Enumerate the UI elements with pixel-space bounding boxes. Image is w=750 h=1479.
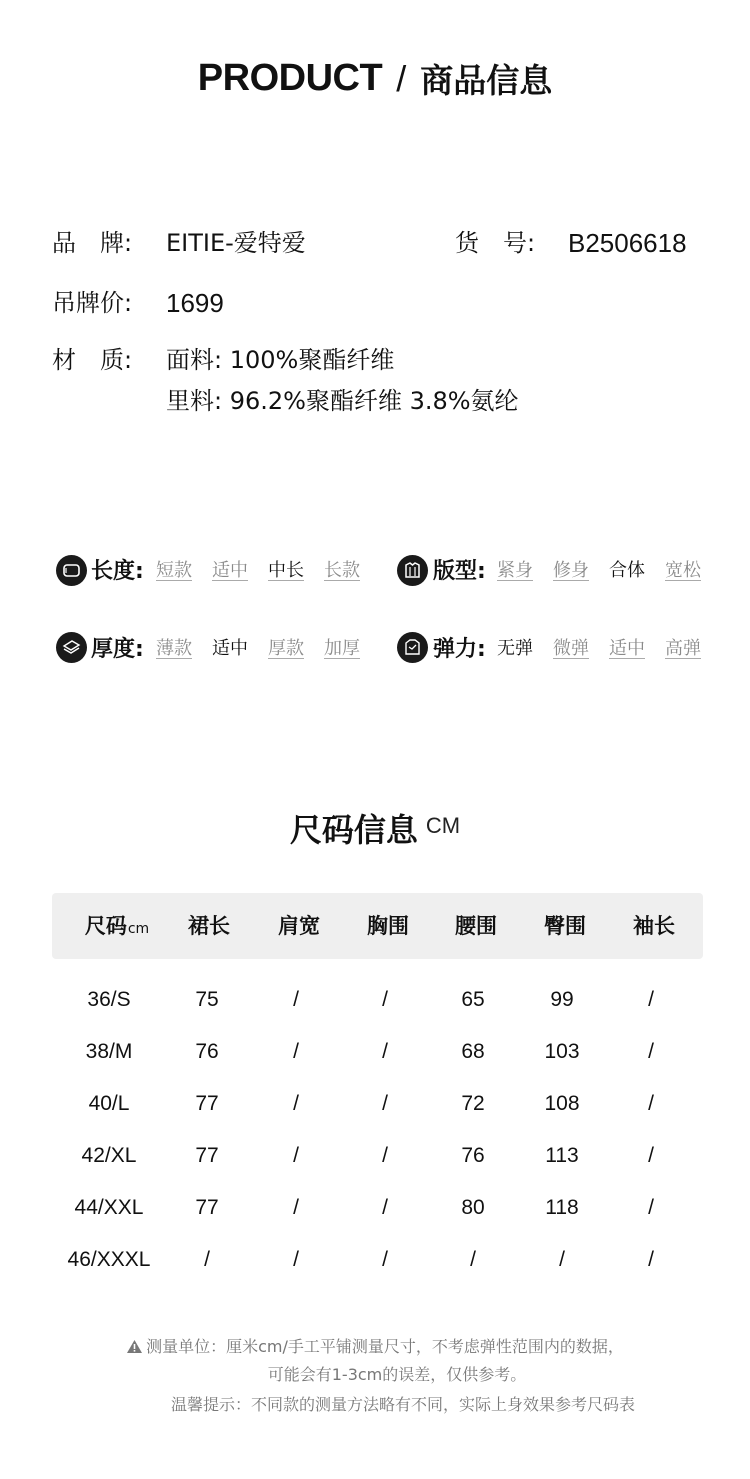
sku-value: B2506618 <box>568 228 687 258</box>
thickness-option-thin: 薄款 <box>156 638 192 659</box>
header-english-title: PRODUCT <box>197 57 383 99</box>
note-measurement <box>0 1336 750 1360</box>
header-cell-hip: 臀围 <box>544 914 586 938</box>
table-cell: / <box>382 1092 388 1115</box>
size-label-cell: 38/M <box>85 1040 133 1063</box>
table-cell: / <box>559 1248 565 1271</box>
length-option-midlong: 中长 <box>268 560 304 581</box>
table-cell: 68 <box>461 1040 485 1063</box>
table-cell: / <box>648 988 654 1011</box>
table-cell: / <box>382 1196 388 1219</box>
fit-option-tight: 紧身 <box>497 560 533 581</box>
table-cell: 65 <box>461 988 485 1011</box>
note-tip: 温馨提示：不同款的测量方法略有不同，实际上身效果参考尺码表 <box>170 1395 635 1414</box>
note-line2: 可能会有1-3cm的误差，仅供参考。 <box>267 1365 527 1384</box>
table-cell: / <box>470 1248 476 1271</box>
thickness-label: 厚度: <box>91 637 144 662</box>
elasticity-icon <box>397 632 428 663</box>
header-separator: / <box>396 57 407 99</box>
table-cell: 113 <box>545 1144 579 1167</box>
thickness-option-medium: 适中 <box>212 638 248 659</box>
size-label-cell: 36/S <box>87 988 131 1011</box>
table-cell: / <box>382 988 388 1011</box>
length-label: 长度: <box>91 559 144 584</box>
table-cell: 99 <box>550 988 574 1011</box>
table-cell: 76 <box>195 1040 219 1063</box>
length-option-medium: 适中 <box>212 560 248 581</box>
size-label-cell: 46/XXXL <box>67 1248 151 1271</box>
thickness-options <box>156 637 360 661</box>
fit-label: 版型: <box>433 559 486 584</box>
garment-length-icon <box>56 555 87 586</box>
table-cell: / <box>648 1248 654 1271</box>
table-cell: / <box>293 1248 299 1271</box>
table-cell: / <box>382 1144 388 1167</box>
warning-icon <box>126 1338 143 1360</box>
elasticity-option-medium: 适中 <box>609 638 645 659</box>
table-cell: 75 <box>195 988 219 1011</box>
size-section-title <box>0 805 750 851</box>
size-label-cell: 44/XXL <box>74 1196 144 1219</box>
fit-option-slim: 修身 <box>553 560 589 581</box>
material-lining: 里料: 96.2%聚酯纤维 3.8%氨纶 <box>166 387 519 415</box>
size-table-body <box>0 985 750 1285</box>
table-cell: 72 <box>461 1092 485 1115</box>
size-title-unit: CM <box>425 813 461 838</box>
size-title-text: 尺码信息 <box>289 811 418 849</box>
brand-label: 品 牌: <box>52 229 133 257</box>
price-value: 1699 <box>166 288 224 318</box>
elasticity-option-slight: 微弹 <box>553 638 589 659</box>
header-cell-skirt-length: 裙长 <box>188 914 230 938</box>
table-cell: 108 <box>544 1092 580 1115</box>
table-cell: / <box>382 1040 388 1063</box>
length-option-long: 长款 <box>324 560 360 581</box>
table-cell: / <box>382 1248 388 1271</box>
fit-option-loose: 宽松 <box>665 560 701 581</box>
table-cell: / <box>293 1144 299 1167</box>
header-cell-sleeve: 袖长 <box>633 914 675 938</box>
note-line1: 测量单位：厘米cm/手工平铺测量尺寸，不考虑弹性范围内的数据， <box>146 1337 624 1356</box>
table-cell: / <box>293 1092 299 1115</box>
table-cell: / <box>648 1092 654 1115</box>
material-fabric: 面料: 100%聚酯纤维 <box>166 346 395 374</box>
body-fit-icon <box>397 555 428 586</box>
header-cell-shoulder: 肩宽 <box>278 914 320 938</box>
table-cell: / <box>648 1144 654 1167</box>
price-label: 吊牌价: <box>52 289 133 317</box>
elasticity-label: 弹力: <box>433 637 486 662</box>
length-options <box>156 559 360 583</box>
table-cell: / <box>648 1196 654 1219</box>
table-cell: 80 <box>461 1196 485 1219</box>
header-cell-size: 尺码cm <box>84 914 150 938</box>
size-table-header <box>52 893 703 959</box>
brand-value: EITIE-爱特爱 <box>166 229 306 257</box>
sku-label: 货 号: <box>455 229 536 257</box>
thickness-icon <box>56 632 87 663</box>
table-cell: / <box>293 1040 299 1063</box>
table-cell: 77 <box>195 1144 219 1167</box>
thickness-option-thick: 厚款 <box>268 638 304 659</box>
header-cell-bust: 胸围 <box>367 914 409 938</box>
table-cell: / <box>204 1248 210 1271</box>
table-cell: 76 <box>461 1144 485 1167</box>
length-option-short: 短款 <box>156 560 192 581</box>
elasticity-option-none: 无弹 <box>497 638 533 659</box>
header-cell-waist: 腰围 <box>455 914 497 938</box>
elasticity-options <box>497 637 701 661</box>
table-cell: 118 <box>545 1196 579 1219</box>
size-label-cell: 42/XL <box>81 1144 137 1167</box>
material-label: 材 质: <box>52 346 133 374</box>
table-cell: / <box>648 1040 654 1063</box>
table-cell: 77 <box>195 1092 219 1115</box>
brand-row <box>52 228 132 258</box>
elasticity-option-high: 高弹 <box>665 638 701 659</box>
thickness-option-extra-thick: 加厚 <box>324 638 360 659</box>
size-label-cell: 40/L <box>88 1092 130 1115</box>
page-header <box>0 55 750 102</box>
table-cell: 103 <box>544 1040 580 1063</box>
table-cell: / <box>293 1196 299 1219</box>
table-cell: 77 <box>195 1196 219 1219</box>
table-cell: / <box>293 988 299 1011</box>
header-size-unit: cm <box>127 921 150 937</box>
header-chinese-title: 商品信息 <box>420 61 553 100</box>
fit-options <box>497 559 701 583</box>
fit-option-regular: 合体 <box>609 560 645 581</box>
